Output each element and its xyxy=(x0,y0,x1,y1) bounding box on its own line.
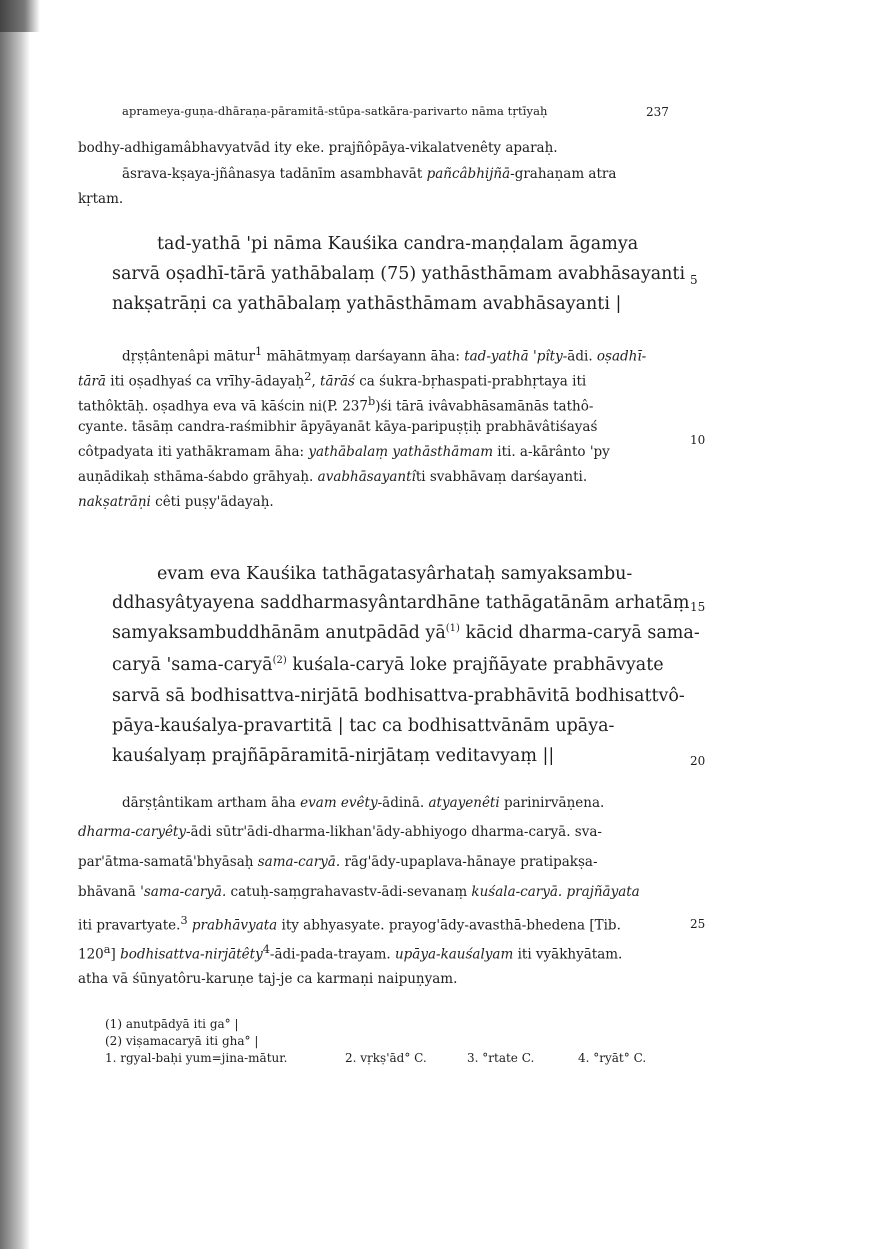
footnote: (1) anutpādyā iti ga° | xyxy=(105,1017,239,1031)
commentary-line: dṛṣṭântenâpi mātur$^1$ māhātmyaṃ darśayann āha: tad-yathā 'pîty-ādi. oṣadhī- xyxy=(122,345,647,365)
commentary-line: cyante. tāsāṃ candra-raśmibhir āpyāyanāt kāya-paripuṣṭiḥ prabhāvâtiśayaś xyxy=(78,419,598,435)
text-line: sarvā oṣadhī-tārā yathābalaṃ (75) yathāsthāmam avabhāsayanti xyxy=(112,264,686,284)
commentary-line: dārṣṭântikam artham āha evam evêty-ādinā. atyayenêti parinirvāṇena. xyxy=(122,795,605,811)
line-number: 5 xyxy=(690,273,698,287)
commentary-line: āsrava-kṣaya-jñânasya tadānīm asambhavāt pañcâbhijñā-grahaṇam atra xyxy=(122,166,617,182)
text-line: kauśalyaṃ prajñāpāramitā-nirjātaṃ veditavyaṃ || xyxy=(112,746,555,766)
commentary-line: par'ātma-samatā'bhyāsaḥ sama-caryā. rāg'ādy-upaplava-hānaye pratipakṣa- xyxy=(78,854,598,870)
footnote: 2. vṛkṣ'ād° C. xyxy=(345,1051,427,1065)
commentary-line: auṇādikaḥ sthāma-śabdo grāhyaḥ. avabhāsayantîti svabhāvaṃ darśayanti. xyxy=(78,469,588,485)
line-number: 20 xyxy=(690,754,706,768)
line-number: 10 xyxy=(690,433,706,447)
running-title: aprameya-guṇa-dhāraṇa-pāramitā-stūpa-satkāra-parivarto nāma tṛtīyaḥ xyxy=(122,104,548,118)
text-line: tad-yathā 'pi nāma Kauśika candra-maṇḍalam āgamya xyxy=(157,234,639,254)
footnote: 4. °ryāt° C. xyxy=(578,1051,647,1065)
line-number: 25 xyxy=(690,917,706,931)
commentary-line: kṛtam. xyxy=(78,191,124,207)
commentary-line: bodhy-adhigamâbhavyatvād ity eke. prajñôpāya-vikalatvenêty aparaḥ. xyxy=(78,140,558,156)
commentary-line: atha vā śūnyatôru-karuṇe taj-je ca karmaṇi naipuṇyam. xyxy=(78,971,458,987)
footnote: 3. °rtate C. xyxy=(467,1051,535,1065)
footnote: (2) viṣamacaryā iti gha° | xyxy=(105,1034,259,1048)
text-line: caryā 'sama-caryā$^{(2)}$ kuśala-caryā loke prajñāyate prabhāvyate xyxy=(112,654,664,675)
text-line: samyaksambuddhānām anutpādād $yā^{(1)}$ kācid dharma-caryā sama- xyxy=(112,622,700,643)
commentary-line: côtpadyata iti yathākramam āha: yathābalaṃ yathāsthāmam iti. a-kārânto 'py xyxy=(78,444,610,460)
binding-shadow xyxy=(0,0,30,1249)
text-line: nakṣatrāṇi ca yathābalaṃ yathāsthāmam avabhāsayanti | xyxy=(112,294,622,314)
commentary-line: 120$^a$] bodhisattva-nirjātêty$^4$-ādi-pada-trayam. upāya-kauśalyam iti vyākhyātam. xyxy=(78,943,623,963)
commentary-line: bhāvanā 'sama-caryā. catuḥ-saṃgrahavastv-ādi-sevanaṃ kuśala-caryā. prajñāyata xyxy=(78,884,640,900)
text-line: sarvā sā bodhisattva-nirjātā bodhisattva-prabhāvitā bodhisattvô- xyxy=(112,686,685,706)
commentary-line: tathôktāḥ. oṣadhya eva vā kāścin ni(P. 237$^b$)śi tārā ivâvabhāsamānās tathô- xyxy=(78,395,594,415)
line-number: 15 xyxy=(690,600,706,614)
text-line: ddhasyâtyayena saddharmasyântardhāne tathāgatānām arhatāṃ xyxy=(112,593,690,613)
footnote: 1. rgyal-baḥi yum=jina-mātur. xyxy=(105,1051,288,1065)
commentary-line: iti pravartyate.$^3$ prabhāvyata ity abhyasyate. prayog'ādy-avasthā-bhedena [Tib. xyxy=(78,914,621,934)
commentary-line: nakṣatrāṇi cêti puṣy'ādayaḥ. xyxy=(78,494,274,510)
text-line: evam eva Kauśika tathāgatasyârhataḥ samyaksambu- xyxy=(157,564,633,584)
text-line: pāya-kauśalya-pravartitā | tac ca bodhisattvānām upāya- xyxy=(112,716,615,736)
corner-shadow xyxy=(0,0,40,32)
commentary-line: dharma-caryêty-ādi sūtr'ādi-dharma-likhan'ādy-abhiyogo dharma-caryā. sva- xyxy=(78,824,602,840)
commentary-line: tārā iti oṣadhyaś ca vrīhy-ādayaḥ$^2$, tārāś ca śukra-bṛhaspati-prabhṛtaya iti xyxy=(78,370,587,390)
page-number: 237 xyxy=(646,105,669,119)
